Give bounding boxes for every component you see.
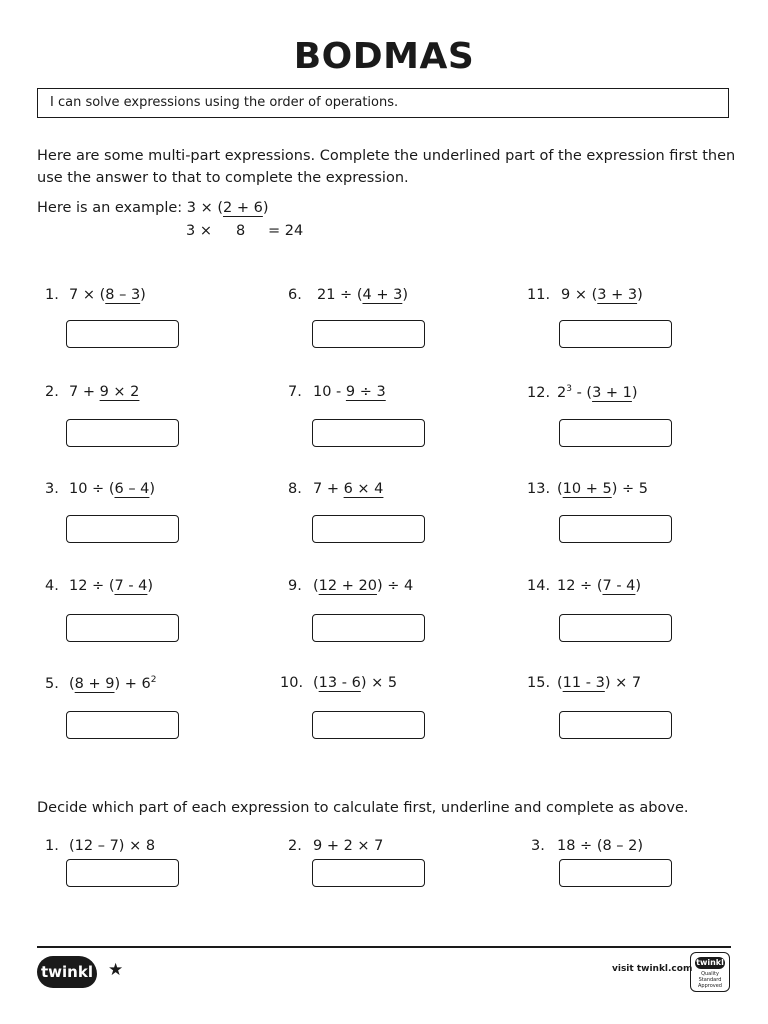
question-8: 8. 7 + 6 × 4 xyxy=(288,481,384,497)
section2-question-1: 1. (12 – 7) × 8 xyxy=(45,838,156,854)
example-underlined-part: 2 + 6 xyxy=(223,200,263,216)
answer-box-11[interactable] xyxy=(559,320,672,348)
question-11: 11. 9 × (3 + 3) xyxy=(527,287,643,303)
answer-box-10[interactable] xyxy=(312,711,425,739)
section2-answer-box-1[interactable] xyxy=(66,859,179,887)
learning-objective-box: I can solve expressions using the order of operations. xyxy=(37,88,729,118)
answer-box-5[interactable] xyxy=(66,711,179,739)
answer-box-15[interactable] xyxy=(559,711,672,739)
question-9: 9. (12 + 20) ÷ 4 xyxy=(288,578,414,594)
answer-box-6[interactable] xyxy=(312,320,425,348)
question-3: 3. 10 ÷ (6 – 4) xyxy=(45,481,156,497)
footer-visit-link[interactable]: visit twinkl.com xyxy=(612,964,693,974)
question-5: 5. $(8 + 9) + 6^2$ xyxy=(45,675,157,692)
answer-box-7[interactable] xyxy=(312,419,425,447)
question-13: 13. (10 + 5) ÷ 5 xyxy=(527,481,648,497)
answer-box-13[interactable] xyxy=(559,515,672,543)
question-1: 1. 7 × (8 – 3) xyxy=(45,287,146,303)
example-line-2: 3 × xyxy=(186,223,212,239)
question-4: 4. 12 ÷ (7 - 4) xyxy=(45,578,154,594)
badge-brand: twinkl xyxy=(696,958,724,967)
section2-answer-box-3[interactable] xyxy=(559,859,672,887)
section2-question-3: 3. 18 ÷ (8 – 2) xyxy=(531,838,644,854)
example-result: = 24 xyxy=(268,223,304,239)
question-6: 6. 21 ÷ (4 + 3) xyxy=(288,287,408,303)
page-title: BODMAS xyxy=(293,36,475,77)
section2-answer-box-2[interactable] xyxy=(312,859,425,887)
question-12: 12. $2^3 - (3 + 1)$ xyxy=(527,384,638,401)
question-2: 2. 7 + 9 × 2 xyxy=(45,384,140,400)
answer-box-8[interactable] xyxy=(312,515,425,543)
section2-instruction: Decide which part of each expression to calculate first, underline and complete as above. xyxy=(37,800,689,816)
answer-box-9[interactable] xyxy=(312,614,425,642)
question-14: 14. 12 ÷ (7 - 4) xyxy=(527,578,642,594)
answer-box-14[interactable] xyxy=(559,614,672,642)
question-15: 15. (11 - 3) × 7 xyxy=(527,675,642,691)
section2-question-2: 2. 9 + 2 × 7 xyxy=(288,838,384,854)
answer-box-2[interactable] xyxy=(66,419,179,447)
footer-divider xyxy=(37,946,731,948)
answer-box-1[interactable] xyxy=(66,320,179,348)
answer-box-4[interactable] xyxy=(66,614,179,642)
instructions-text: Here are some multi-part expressions. Complete the underlined part of the expression first then use the answer to that to complete the expression. xyxy=(37,148,736,186)
example-line-1: Here is an example: 3 × (2 + 6) xyxy=(37,200,269,216)
question-7: 7. 10 - 9 ÷ 3 xyxy=(288,384,386,400)
question-10: 10. (13 - 6) × 5 xyxy=(280,675,398,691)
star-icon: ★ xyxy=(108,960,124,980)
answer-box-3[interactable] xyxy=(66,515,179,543)
example-answer: 8 xyxy=(236,223,246,239)
answer-box-12[interactable] xyxy=(559,419,672,447)
quality-standard-badge xyxy=(690,952,730,992)
twinkl-logo: twinkl xyxy=(37,956,97,988)
badge-text: Quality Standard Approved xyxy=(698,971,722,989)
